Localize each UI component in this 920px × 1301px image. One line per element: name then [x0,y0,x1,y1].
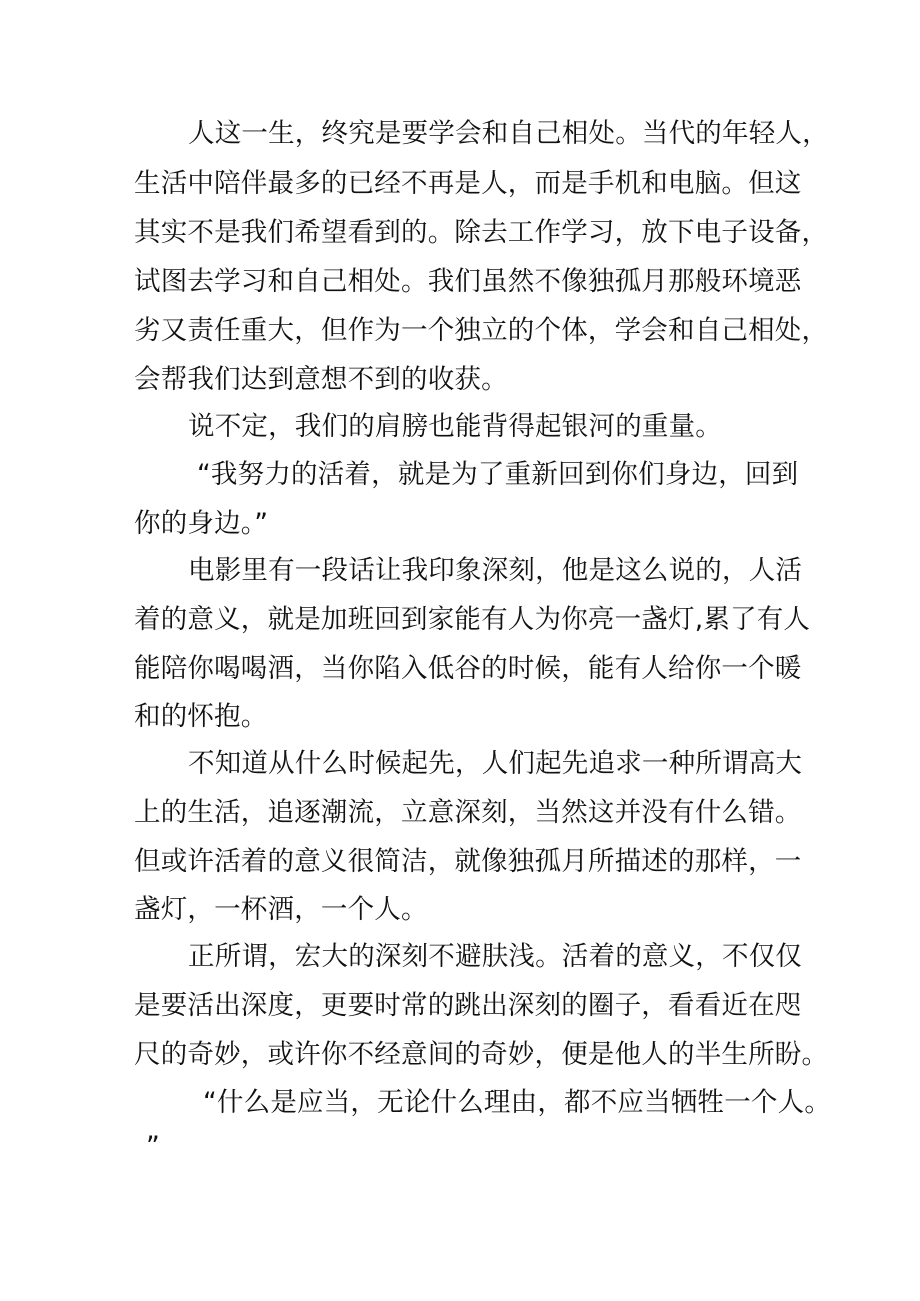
paragraph-line: 是要活出深度，更要时常的跳出深刻的圈子，看看近在咫 [134,990,802,1021]
paragraph-line: 着的意义，就是加班回到家能有人为你亮一盏灯,累了有人 [134,604,811,635]
paragraph-line: 正所谓，宏大的深刻不避肤浅。活着的意义，不仅仅 [188,941,803,972]
paragraph-line: 能陪你喝喝酒，当你陷入低谷的时候，能有人给你一个暖 [134,653,802,684]
paragraph-line: 上的生活，追逐潮流，立意深刻，当然这并没有什么错。 [134,797,802,828]
paragraph-line: 不知道从什么时候起先，人们起先追求一种所谓高大 [188,748,803,779]
quote-line: “什么是应当，无论什么理由，都不应当牺牲一个人。 [203,1087,832,1118]
paragraph-line: 盏灯，一杯酒，一个人。 [134,894,428,925]
quote-line: ” [146,1131,160,1162]
paragraph-line: 电影里有一段话让我印象深刻，他是这么说的，人活 [188,555,803,586]
paragraph-line: 人这一生，终究是要学会和自己相处。当代的年轻人， [188,118,829,149]
paragraph-line: 劣又责任重大，但作为一个独立的个体，学会和自己相处， [134,315,829,346]
paragraph-line: 但或许活着的意义很简洁，就像独孤月所描述的那样，一 [134,846,802,877]
paragraph-line: 尺的奇妙，或许你不经意间的奇妙，便是他人的半生所盼。 [134,1039,829,1070]
paragraph-line: 生活中陪伴最多的已经不再是人，而是手机和电脑。但这 [134,168,802,199]
paragraph-line: 其实不是我们希望看到的。除去工作学习，放下电子设备， [134,217,829,248]
paragraph-line: 说不定，我们的肩膀也能背得起银河的重量。 [188,411,722,442]
paragraph-line: 和的怀抱。 [134,701,268,732]
quote-line: 你的身边。” [134,508,269,539]
paragraph-line: 会帮我们达到意想不到的收获。 [134,364,508,395]
paragraph-line: 试图去学习和自己相处。我们虽然不像独孤月那般环境恶 [134,266,802,297]
quote-line: “我努力的活着，就是为了重新回到你们身边，回到 [197,459,799,490]
